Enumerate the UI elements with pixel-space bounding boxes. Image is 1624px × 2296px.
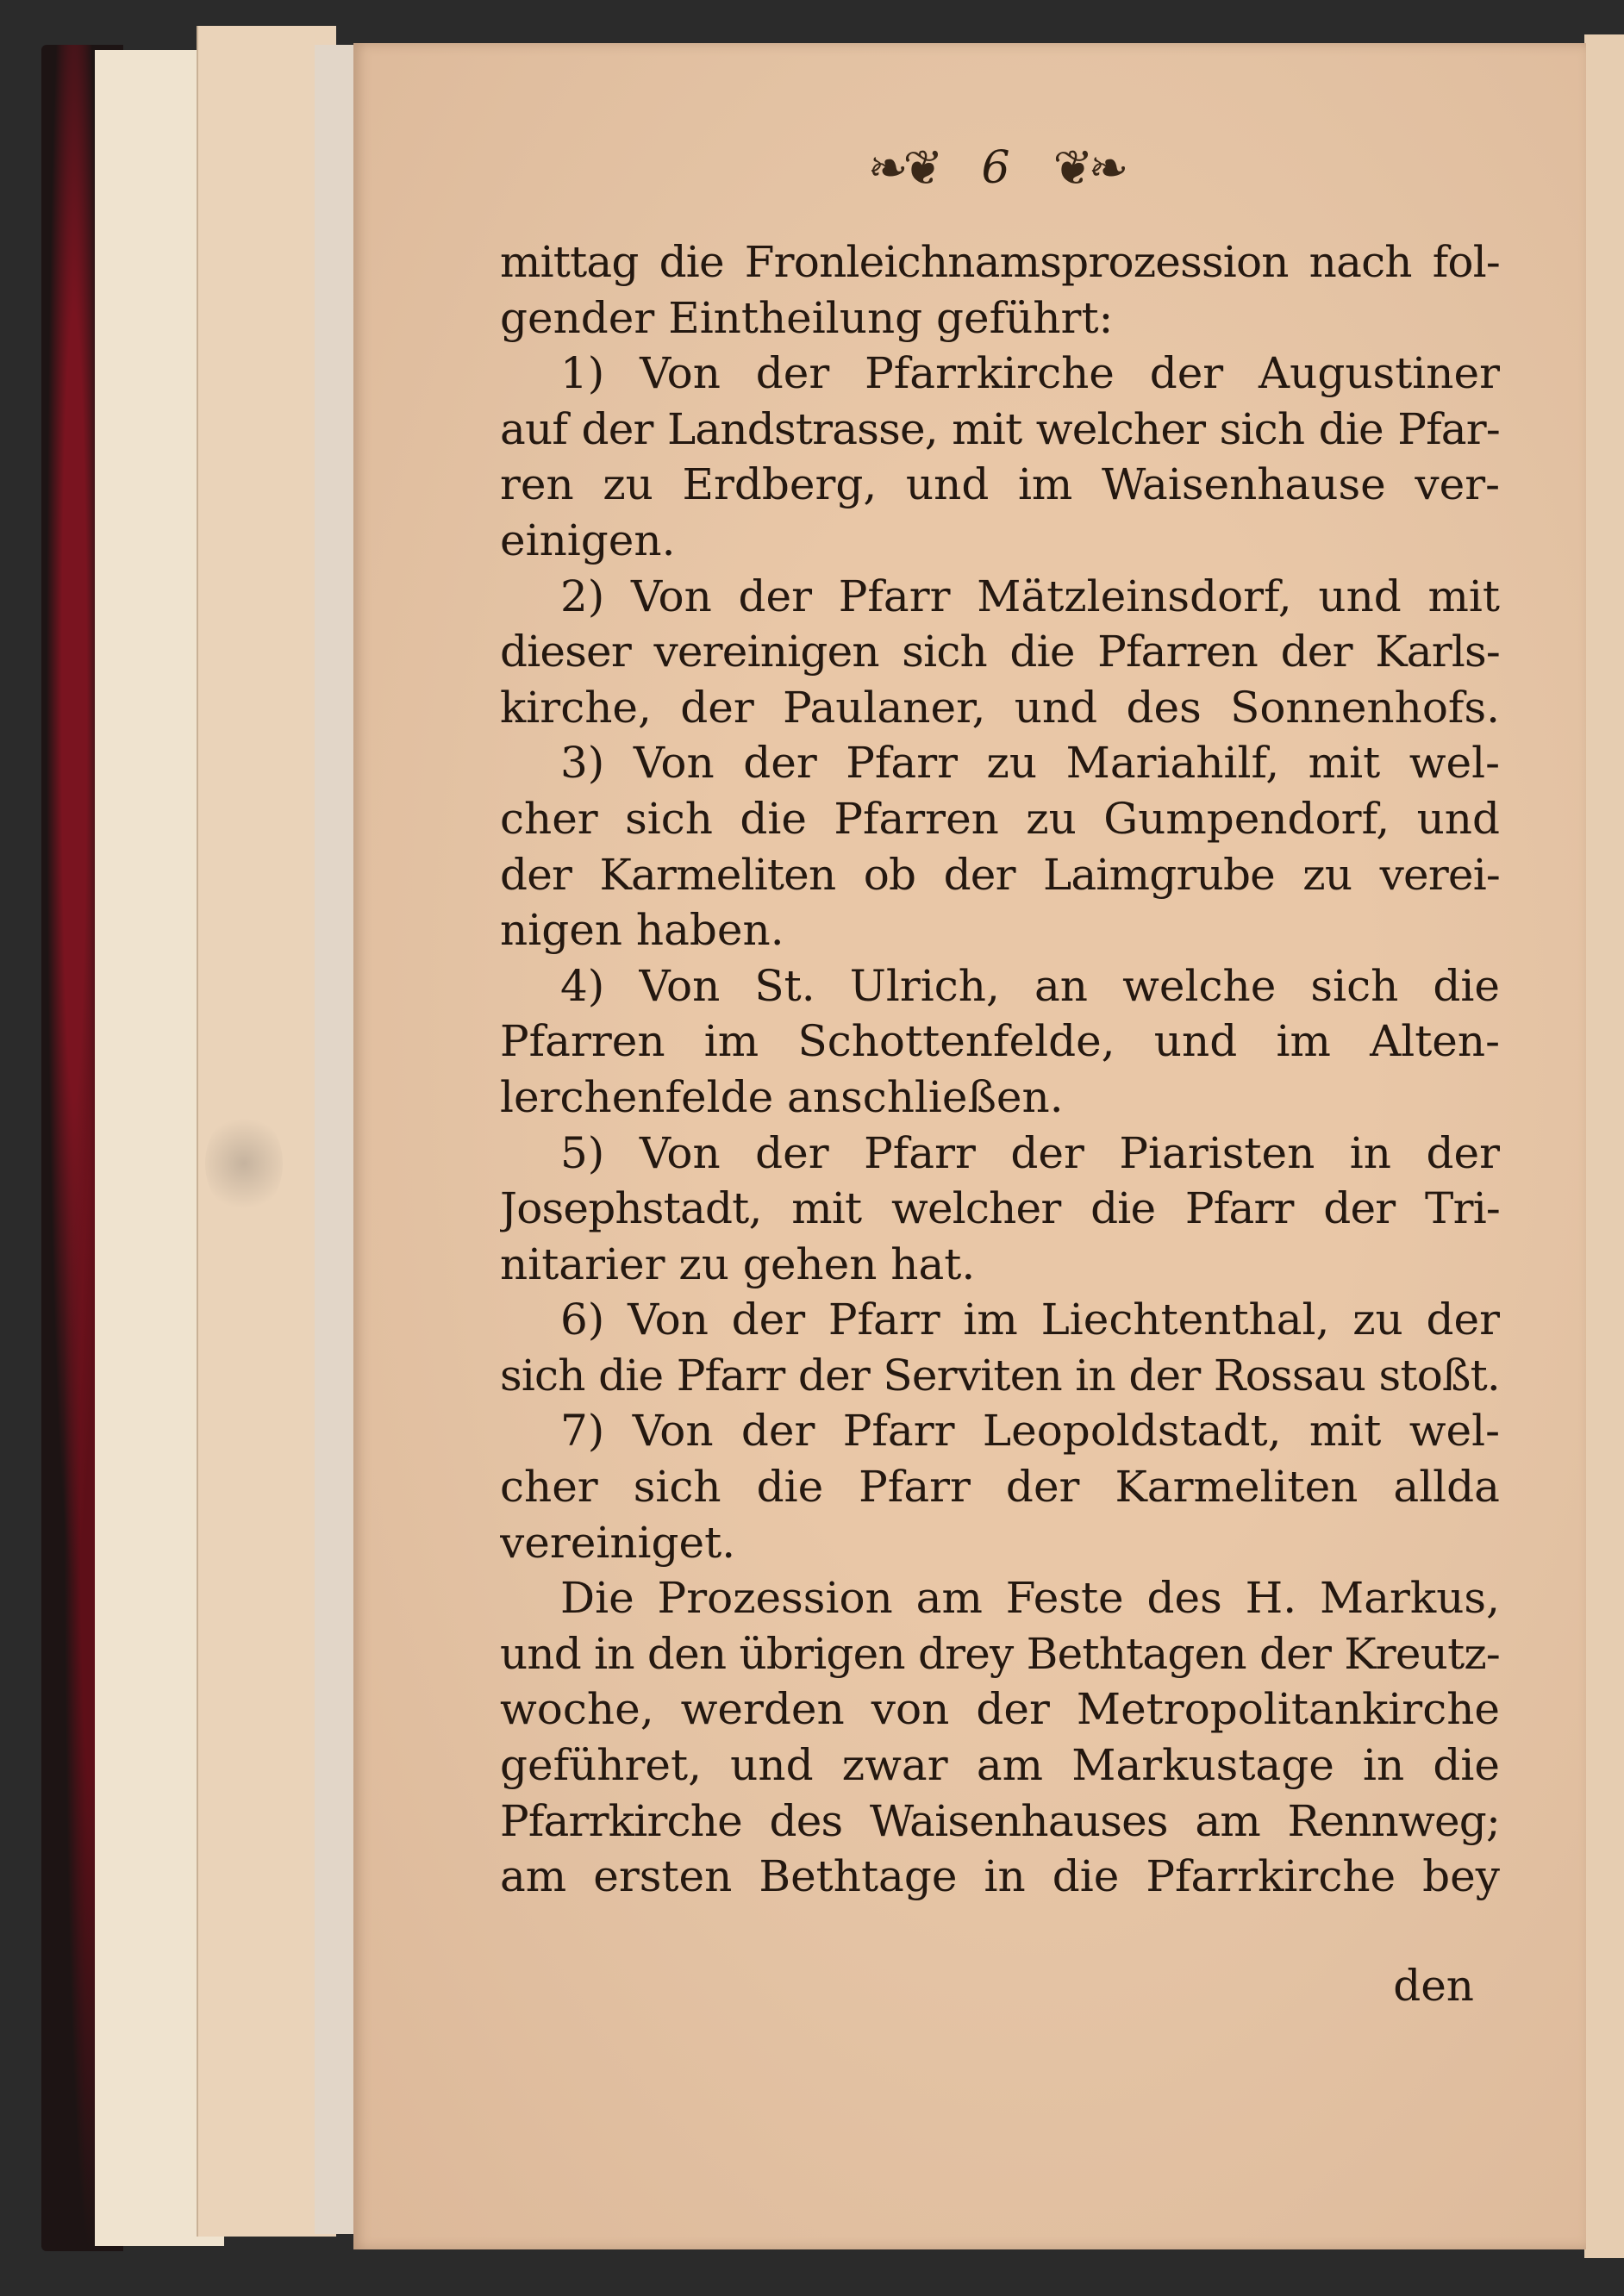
text-line: geführet, und zwar am Markustage in die <box>500 1740 1500 1791</box>
text-line: sich die Pfarr der Serviten in der Rossau stoßt. <box>500 1350 1500 1401</box>
text-line: auf der Landstrasse, mit welcher sich die Pfar- <box>500 403 1500 454</box>
text-line: mittag die Fronleichnamsprozession nach fol- <box>500 237 1500 287</box>
ornament-left: ❧❦ <box>867 140 939 197</box>
text-line: 7) Von der Pfarr Leopoldstadt, mit wel- <box>560 1406 1500 1457</box>
page-edge <box>1584 34 1624 2258</box>
text-line: 6) Von der Pfarr im Liechtenthal, zu der <box>560 1295 1500 1345</box>
text-line: nitarier zu gehen hat. <box>500 1238 976 1289</box>
text-line: gender Eintheilung geführt: <box>500 292 1114 343</box>
text-line: nigen haben. <box>500 905 784 956</box>
text-line: lerchenfelde anschließen. <box>500 1071 1064 1122</box>
text-line: vereiniget. <box>500 1517 736 1568</box>
text-line: 3) Von der Pfarr zu Mariahilf, mit wel- <box>560 738 1500 789</box>
text-line: Die Prozession am Feste des H. Markus, <box>560 1573 1500 1624</box>
body-text <box>500 234 1500 1905</box>
text-line: der Karmeliten ob der Laimgrube zu verei- <box>500 849 1500 900</box>
ornament-right: ❦❧ <box>1052 140 1124 197</box>
text-line: Pfarren im Schottenfelde, und im Alten- <box>500 1016 1500 1067</box>
text-line: kirche, der Paulaner, und des Sonnenhofs. <box>500 682 1500 733</box>
text-line: einigen. <box>500 515 676 565</box>
text-line: cher sich die Pfarren zu Gumpendorf, und <box>500 793 1500 844</box>
catchword: den <box>1393 1961 1474 2011</box>
text-line: und in den übrigen drey Bethtagen der Kreutz- <box>500 1628 1500 1679</box>
page-number: 6 <box>981 142 1010 194</box>
text-line: dieser vereinigen sich die Pfarren der Karls- <box>500 627 1500 677</box>
text-line: ren zu Erdberg, und im Waisenhause ver- <box>500 459 1500 510</box>
text-line: 5) Von der Pfarr der Piaristen in der <box>560 1127 1500 1178</box>
text-line: 2) Von der Pfarr Mätzleinsdorf, und mit <box>560 571 1500 621</box>
text-line: cher sich die Pfarr der Karmeliten allda <box>500 1462 1500 1513</box>
text-line: woche, werden von der Metropolitankirche <box>500 1684 1500 1735</box>
text-line: Josephstadt, mit welcher die Pfarr der Tri- <box>500 1183 1500 1234</box>
ink-blot <box>205 1112 283 1215</box>
text-line: 4) Von St. Ulrich, an welche sich die <box>560 960 1500 1011</box>
text-line: 1) Von der Pfarrkirche der Augustiner <box>560 348 1500 399</box>
page-header <box>815 129 1177 207</box>
text-line: Pfarrkirche des Waisenhauses am Rennweg; <box>500 1795 1500 1846</box>
text-line: am ersten Bethtage in die Pfarrkirche bey <box>500 1851 1500 1902</box>
